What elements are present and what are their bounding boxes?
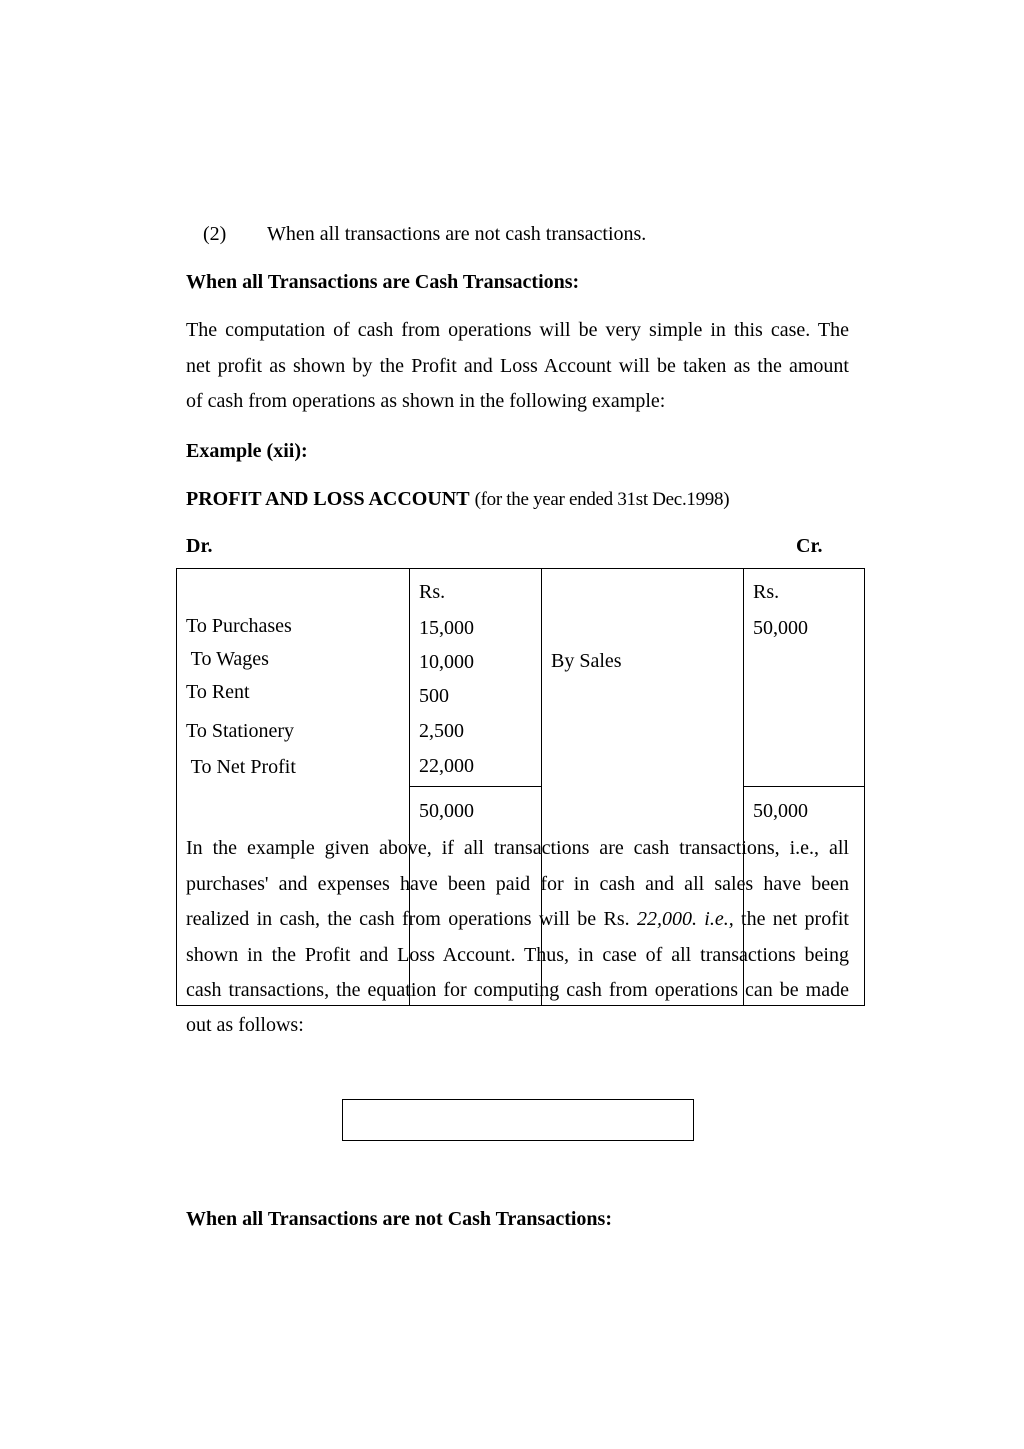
debit-item-label: To Net Profit [186, 756, 296, 778]
amount-emphasis: 22,000. i.e., [636, 908, 734, 930]
account-title [186, 487, 729, 512]
debit-item-amount: 15,000 [419, 617, 474, 639]
paragraph-line: out as follows: [186, 1014, 304, 1036]
paragraph-text: realized in cash, the cash from operations will be Rs. [186, 908, 637, 930]
account-title-period: (for the year ended 31st Dec.1998) [474, 489, 730, 510]
credit-total-rule [743, 786, 865, 787]
debit-item-label: To Purchases [186, 615, 292, 637]
debit-currency: Rs. [419, 581, 446, 603]
debit-item-amount: 500 [419, 685, 449, 707]
list-item-text: When all transactions are not cash transactions. [267, 223, 647, 245]
table-divider [409, 568, 410, 1006]
debit-item-amount: 10,000 [419, 651, 474, 673]
debit-item-label: To Wages [186, 648, 269, 670]
account-title-main: PROFIT AND LOSS ACCOUNT [186, 488, 470, 510]
credit-currency: Rs. [753, 581, 780, 603]
debit-item-amount: 22,000 [419, 755, 474, 777]
paragraph-line: cash transactions, the equation for computing cash from operations can be made [186, 979, 849, 1001]
debit-total: 50,000 [419, 800, 474, 822]
section-heading-cash: When all Transactions are Cash Transactions: [186, 271, 580, 293]
credit-item-amount: 50,000 [753, 617, 808, 639]
debit-item-amount: 2,500 [419, 720, 464, 742]
paragraph-line: purchases' and expenses have been paid for in cash and all sales have been [186, 873, 849, 895]
paragraph-line: of cash from operations as shown in the following example: [186, 390, 666, 412]
table-border-left [176, 568, 177, 1006]
paragraph-text: the net profit [733, 908, 849, 930]
table-border-bottom [176, 1005, 865, 1006]
debit-item-label: To Rent [186, 681, 250, 703]
section-heading-non-cash: When all Transactions are not Cash Transactions: [186, 1208, 612, 1230]
table-border-top [176, 568, 865, 569]
dr-label: Dr. [186, 535, 213, 557]
debit-total-rule [409, 786, 542, 787]
table-divider [743, 568, 744, 1006]
credit-total: 50,000 [753, 800, 808, 822]
paragraph-line [186, 907, 849, 931]
debit-item-label: To Stationery [186, 720, 295, 742]
paragraph-line: The computation of cash from operations will be very simple in this case. The [186, 319, 849, 341]
credit-item-label: By Sales [551, 650, 622, 672]
table-border-right [864, 568, 865, 1006]
paragraph-line: net profit as shown by the Profit and Loss Account will be taken as the amount [186, 355, 849, 377]
paragraph-line: In the example given above, if all transactions are cash transactions, i.e., all [186, 837, 849, 859]
cr-label: Cr. [796, 535, 823, 557]
list-number: (2) [203, 223, 227, 245]
example-label: Example (xii): [186, 440, 308, 462]
equation-box [342, 1099, 694, 1141]
paragraph-line: shown in the Profit and Loss Account. Thus, in case of all transactions being [186, 944, 849, 966]
table-divider [541, 568, 542, 1006]
